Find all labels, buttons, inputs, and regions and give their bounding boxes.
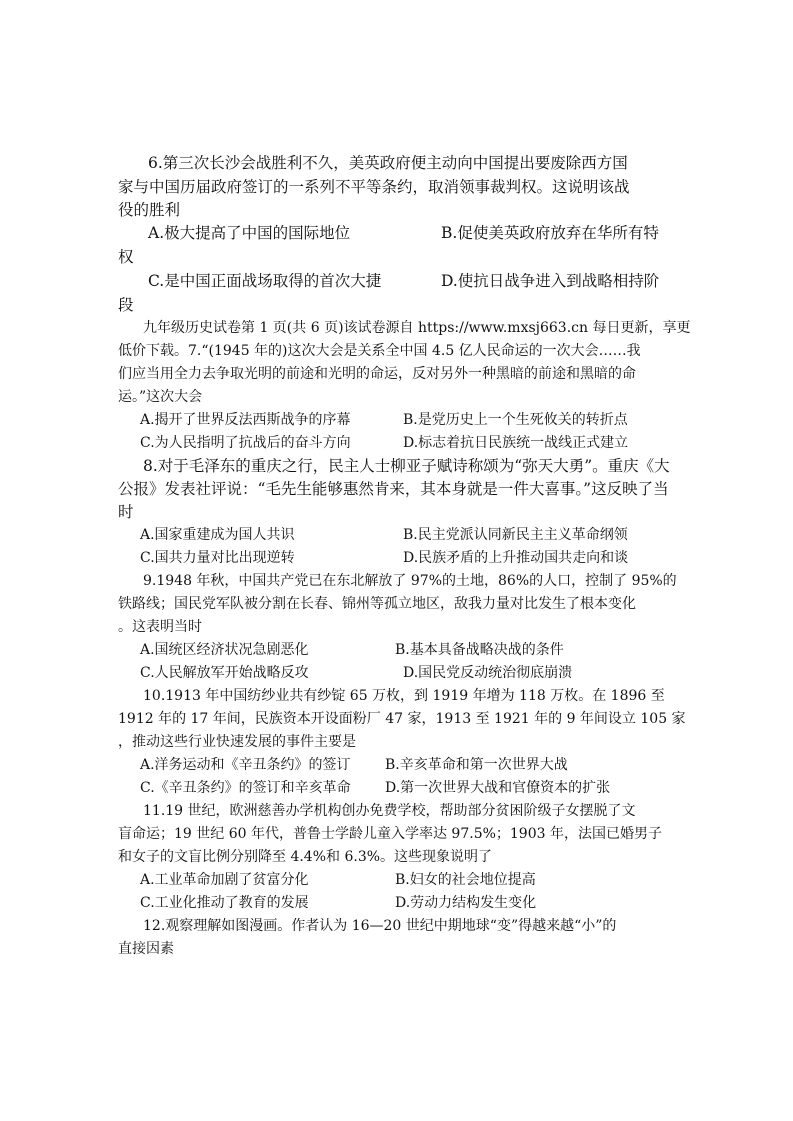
q8-option-c: C.国共力量对比出现逆转 (140, 550, 295, 566)
q11-option-c: C.工业化推动了教育的发展 (140, 895, 309, 911)
q8-line-3: 时 (118, 503, 134, 521)
q6-stem-line-2: 家与中国历届政府签订的一系列不平等条约，取消领事裁判权。这说明该战 (118, 178, 630, 196)
q7-option-a: A.揭开了世界反法西斯战争的序幕 (140, 412, 351, 428)
q10-line-3: ，推动这些行业快速发展的事件主要是 (118, 734, 356, 750)
q11-line-3: 和女子的文盲比例分别降至 4.4%和 6.3%。这些现象说明了 (118, 849, 493, 865)
q7-option-b: B.是党历史上一个生死攸关的转折点 (403, 412, 628, 428)
q9-line-3: 。这表明当时 (118, 619, 202, 635)
q7-line-3: 们应当用全力去争取光明的前途和光明的命运，反对另外一种黑暗的前途和黑暗的命 (118, 366, 636, 382)
q9-option-d: D.国民党反动统治彻底崩溃 (403, 665, 573, 681)
q11-option-a: A.工业革命加剧了贫富分化 (140, 872, 309, 888)
q10-option-b: B.辛亥革命和第一次世界大战 (385, 757, 568, 773)
q6-option-b-continued: 权 (118, 248, 134, 266)
q8-line-1: 8.对于毛泽东的重庆之行，民主人士柳亚子赋诗称颂为“弥天大勇”。重庆《大 (143, 457, 670, 475)
q6-option-d-continued: 段 (118, 296, 134, 314)
q10-option-c: C.《辛丑条约》的签订和辛亥革命 (140, 780, 351, 796)
q6-stem-line-1: 6.第三次长沙会战胜利不久，美英政府便主动向中国提出要废除西方国 (148, 154, 628, 172)
q9-option-b: B.基本具备战略决战的条件 (395, 642, 564, 658)
q9-option-c: C.人民解放军开始战略反攻 (140, 665, 309, 681)
q10-line-2: 1912 年的 17 年间，民族资本开设面粉厂 47 家，1913 至 1921 年的 9 年间设立 105 家 (118, 711, 686, 727)
q11-option-d: D.劳动力结构发生变化 (395, 895, 537, 911)
q7-line-1: 九年级历史试卷第 1 页(共 6 页)该试卷源自 https://www.mxsj663.cn 每日更新，享更 (143, 320, 691, 336)
q11-line-1: 11.19 世纪，欧洲慈善办学机构创办免费学校，帮助部分贫困阶级子女摆脱了文 (143, 803, 636, 819)
q9-line-2: 铁路线；国民党军队被分割在长春、锦州等孤立地区，敌我力量对比发生了根本变化 (118, 596, 636, 612)
q8-option-b: B.民主党派认同新民主主义革命纲领 (403, 527, 628, 543)
q11-option-b: B.妇女的社会地位提高 (395, 872, 536, 888)
q11-line-2: 盲命运；19 世纪 60 年代，普鲁士学龄儿童入学率达 97.5%；1903 年，法国已婚男子 (118, 826, 662, 842)
q8-line-2: 公报》发表社评说：“毛先生能够惠然肯来，其本身就是一件大喜事。”这反映了当 (118, 480, 669, 498)
q6-option-d: D.使抗日战争进入到战略相持阶 (441, 272, 660, 290)
q9-line-1: 9.1948 年秋，中国共产党已在东北解放了 97%的土地，86%的人口，控制了 95%的 (143, 573, 677, 589)
q6-option-a: A.极大提高了中国的国际地位 (148, 224, 351, 242)
q10-option-d: D.第一次世界大战和官僚资本的扩张 (385, 780, 611, 796)
q7-line-4: 运。”这次大会 (118, 389, 203, 405)
q10-option-a: A.洋务运动和《辛丑条约》的签订 (140, 757, 351, 773)
q8-option-d: D.民族矛盾的上升推动国共走向和谈 (403, 550, 629, 566)
q6-option-b: B.促使美英政府放弃在华所有特 (441, 224, 659, 242)
q7-option-d: D.标志着抗日民族统一战线正式建立 (403, 435, 629, 451)
q9-option-a: A.国统区经济状况急剧恶化 (140, 642, 309, 658)
q6-stem-line-3: 役的胜利 (118, 201, 181, 219)
q12-line-2: 直接因素 (118, 941, 174, 957)
q7-option-c: C.为人民指明了抗战后的奋斗方向 (140, 435, 351, 451)
q12-line-1: 12.观察理解如图漫画。作者认为 16—20 世纪中期地球“变”得越来越“小”的 (143, 918, 617, 934)
q10-line-1: 10.1913 年中国纺纱业共有纱锭 65 万枚，到 1919 年增为 118 万枚。在 1896 至 (143, 688, 665, 704)
q7-line-2: 低价下载。7.“(1945 年的)这次大会是关系全中国 4.5 亿人民命运的一次大会……我 (118, 343, 641, 359)
q6-option-c: C.是中国正面战场取得的首次大捷 (148, 272, 382, 290)
q8-option-a: A.国家重建成为国人共识 (140, 527, 295, 543)
